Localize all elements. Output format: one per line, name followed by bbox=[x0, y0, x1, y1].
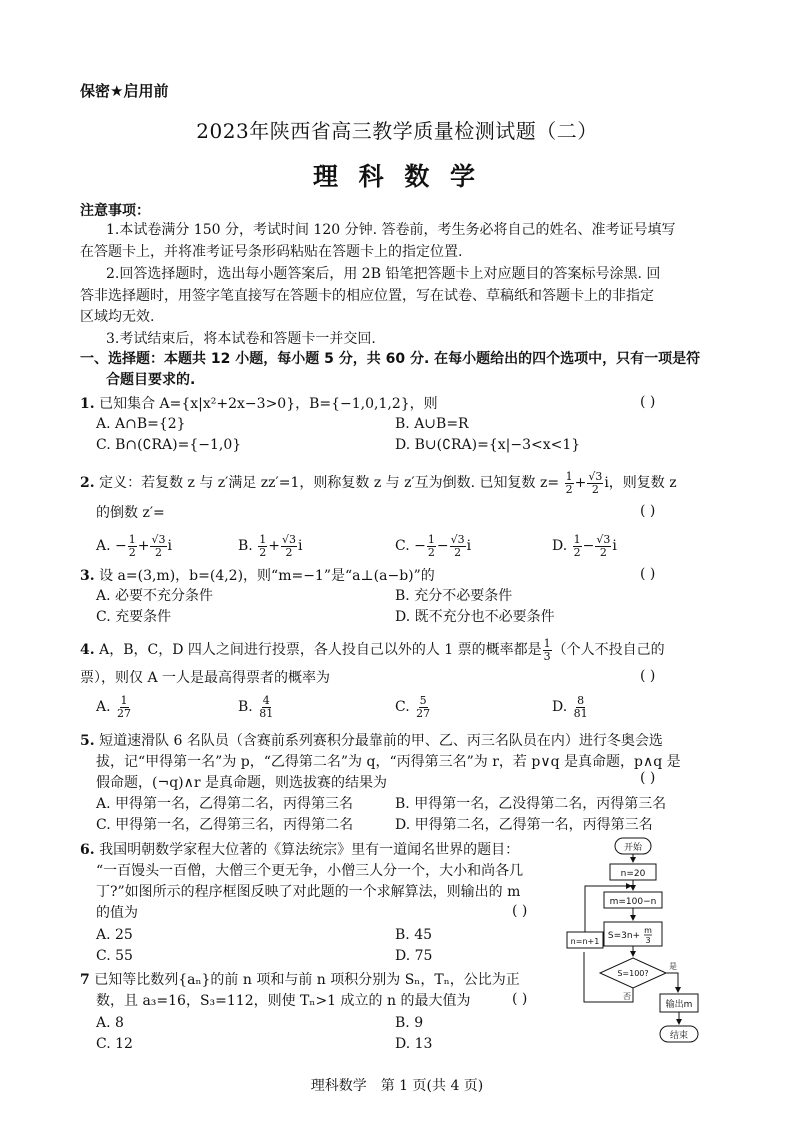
q4-stem-text: A，B，C，D 四人之间进行投票，各人投自己以外的人 1 票的概率都是 bbox=[99, 642, 542, 658]
q4-option-d: D. $\frac{8}{81}$ bbox=[552, 693, 588, 720]
q2-stem: 2. 定义：若复数 z 与 z′满足 zz′=1，则称复数 z 与 z′互为倒数. 已知复数 z= $\frac{1}{2}$ + $\frac{√3}{2}$ i，则复数 z bbox=[80, 469, 677, 496]
q5-option-d: D. 甲得第二名，乙得第一名，丙得第三名 bbox=[395, 817, 653, 833]
q5-stem-line2: 拔，记“甲得第一名”为 p，“乙得第二名”为 q，“丙得第三名”为 r，若 p∨q 是真命题，p∧q 是 bbox=[96, 754, 681, 770]
program-flowchart bbox=[560, 832, 720, 1062]
notice-line-6: 3.考试结束后，将本试卷和答题卡一并交回. bbox=[106, 331, 376, 347]
q3-stem bbox=[80, 566, 435, 586]
q5-stem-line1: 5. 短道速滑队 6 名队员（含赛前系列赛积分最靠前的甲、乙、丙三名队员在内）进行冬奥会选 bbox=[80, 733, 663, 749]
q5-stem-line3: 假命题，(¬q)∧r 是真命题，则选拔赛的结果为 bbox=[96, 775, 388, 791]
notice-line-4: 答非选择题时，用签字笔直接写在答题卡的相应位置，写在试卷、草稿纸和答题卡上的非指定 bbox=[80, 288, 654, 304]
q7-answer-paren: ( ) bbox=[512, 991, 528, 1007]
flow-s-assign-den: 3 bbox=[645, 936, 651, 945]
q1-stem-text: 已知集合 A={x|x²+2x−3>0}，B={−1,0,1,2}，则 bbox=[99, 396, 438, 412]
q3-number: 3. bbox=[80, 568, 95, 584]
q3-option-d: D. 既不充分也不必要条件 bbox=[395, 609, 555, 625]
notice-line-1: 1.本试卷满分 150 分，考试时间 120 分钟. 答卷前，考生务必将自己的姓名、准考证号填写 bbox=[106, 222, 676, 238]
flow-s-assign-text: S=3n+ bbox=[607, 931, 641, 941]
flow-m-assign-text: m=100−n bbox=[609, 897, 657, 907]
q2-stem-tail: i，则复数 z bbox=[604, 475, 677, 491]
q6-stem-line2: “一百馒头一百僧，大僧三个更无争，小僧三人分一个，大小和尚各几 bbox=[96, 863, 524, 879]
q6-stem-line1: 6. 我国明朝数学家程大位著的《算法统宗》里有一道闻名世界的题目： bbox=[80, 842, 520, 858]
q6-option-a: A. 25 bbox=[96, 927, 133, 943]
section1-heading-line1: 一、选择题：本题共 12 小题，每小题 5 分，共 60 分. 在每小题给出的四个选项中，只有一项是符 bbox=[80, 351, 701, 367]
q5-option-b: B. 甲得第一名，乙没得第二名，丙得第三名 bbox=[395, 796, 667, 812]
flow-no-label: 否 bbox=[623, 992, 631, 1001]
q7-number: 7 bbox=[80, 972, 90, 988]
q2-option-a: A. − $\frac{1}{2}$ + $\frac{√3}{2}$ i bbox=[96, 532, 172, 559]
q2-stem-frac-2: $\frac{√3}{2}$ bbox=[588, 469, 603, 496]
q5-option-a: A. 甲得第一名，乙得第二名，丙得第三名 bbox=[96, 796, 354, 812]
confidential-label: 保密★启用前 bbox=[80, 82, 169, 100]
q4-answer-paren: ( ) bbox=[640, 668, 656, 684]
q2-option-b: B. $\frac{1}{2}$ + $\frac{√3}{2}$ i bbox=[238, 532, 303, 559]
q1-option-a: A. A∩B={2} bbox=[96, 416, 186, 432]
q4-stem-tail: （个人不投自己的 bbox=[552, 642, 665, 658]
q7-option-b: B. 9 bbox=[395, 1015, 424, 1031]
exam-title: 2023年陕西省高三教学质量检测试题（二） bbox=[196, 119, 598, 143]
q6-number: 6. bbox=[80, 842, 95, 858]
q1-option-c: C. B∩(∁RA)={−1,0} bbox=[96, 437, 242, 453]
q7-option-d: D. 13 bbox=[395, 1036, 433, 1052]
flow-end-text: 结束 bbox=[669, 1031, 689, 1041]
q4-option-a: A. $\frac{1}{27}$ bbox=[96, 693, 132, 720]
flow-start-text: 开始 bbox=[623, 843, 643, 853]
notice-heading: 注意事项： bbox=[80, 203, 150, 219]
q2-stem-text: 定义：若复数 z 与 z′满足 zz′=1，则称复数 z 与 z′互为倒数. 已知复数 z= bbox=[99, 475, 560, 491]
q4-number: 4. bbox=[80, 642, 95, 658]
notice-line-3: 2.回答选择题时，选出每小题答案后，用 2B 铅笔把答题卡上对应题目的答案标号涂黑. 回 bbox=[106, 266, 661, 282]
q6-option-b: B. 45 bbox=[395, 927, 433, 943]
q5-option-c: C. 甲得第一名，乙得第三名，丙得第二名 bbox=[96, 817, 354, 833]
q2-option-d: D. $\frac{1}{2}$ − $\frac{√3}{2}$ i bbox=[552, 532, 617, 559]
flow-yes-label: 是 bbox=[669, 962, 677, 971]
q6-stem-line4: 的值为 bbox=[96, 905, 138, 921]
q3-option-b: B. 充分不必要条件 bbox=[395, 588, 513, 604]
q7-option-c: C. 12 bbox=[96, 1036, 133, 1052]
q7-option-a: A. 8 bbox=[96, 1015, 124, 1031]
page-footer: 理科数学 第 1 页(共 4 页) bbox=[310, 1078, 484, 1094]
flow-increment-text: n=n+1 bbox=[570, 937, 600, 946]
q3-option-a: A. 必要不充分条件 bbox=[96, 588, 214, 604]
q2-answer-paren: ( ) bbox=[640, 503, 656, 519]
q2-stem-frac-1: $\frac{1}{2}$ bbox=[565, 469, 573, 496]
q4-stem-line2: 票），则仅 A 一人是最高得票者的概率为 bbox=[80, 670, 331, 686]
q5-number: 5. bbox=[80, 733, 95, 749]
q4-option-c: C. $\frac{5}{27}$ bbox=[395, 693, 431, 720]
q4-option-b: B. $\frac{4}{81}$ bbox=[238, 693, 274, 720]
flow-condition-text: S=100? bbox=[617, 969, 649, 978]
q5-answer-paren: ( ) bbox=[640, 770, 656, 786]
q3-option-c: C. 充要条件 bbox=[96, 609, 172, 625]
q1-number: 1. bbox=[80, 396, 95, 412]
q6-option-c: C. 55 bbox=[96, 948, 133, 964]
notice-line-5: 区域均无效. bbox=[80, 309, 155, 325]
subject-title: 理 科 数 学 bbox=[312, 162, 482, 191]
q6-option-d: D. 75 bbox=[395, 948, 433, 964]
q1-option-b: B. A∪B=R bbox=[395, 416, 469, 432]
q4-stem-frac: $\frac{1}{3}$ bbox=[543, 636, 551, 663]
q3-answer-paren: ( ) bbox=[640, 566, 656, 582]
q1-option-d: D. B∪(∁RA)={x|−3<x<1} bbox=[395, 437, 581, 453]
q3-stem-text: 设 a=(3,m)，b=(4,2)，则“m=−1”是“a⊥(a−b)”的 bbox=[99, 568, 435, 584]
q2-number: 2. bbox=[80, 475, 95, 491]
q7-stem-line2: 数，且 a₃=16，S₃=112，则使 Tₙ>1 成立的 n 的最大值为 bbox=[96, 993, 471, 1009]
q1-answer-paren: ( ) bbox=[640, 394, 656, 410]
flow-s-assign-num: m bbox=[644, 926, 652, 935]
flow-init-text: n=20 bbox=[620, 869, 646, 879]
section1-heading-line2: 合题目要求的. bbox=[106, 372, 196, 388]
q6-stem-line3: 丁?”如图所示的程序框图反映了对此题的一个求解算法，则输出的 m bbox=[96, 884, 521, 900]
notice-line-2: 在答题卡上，并将准考证号条形码粘贴在答题卡上的指定位置. bbox=[80, 244, 463, 260]
q2-stem-line2: 的倒数 z′= bbox=[96, 505, 165, 521]
q1-stem bbox=[80, 394, 438, 414]
flow-output-text: 输出m bbox=[665, 1000, 693, 1010]
q2-option-c: C. − $\frac{1}{2}$ − $\frac{√3}{2}$ i bbox=[395, 532, 472, 559]
q6-answer-paren: ( ) bbox=[512, 903, 528, 919]
q4-stem bbox=[80, 634, 665, 666]
q7-stem-line1: 7 已知等比数列{aₙ}的前 n 项和与前 n 项积分别为 Sₙ，Tₙ，公比为正 bbox=[80, 972, 520, 988]
